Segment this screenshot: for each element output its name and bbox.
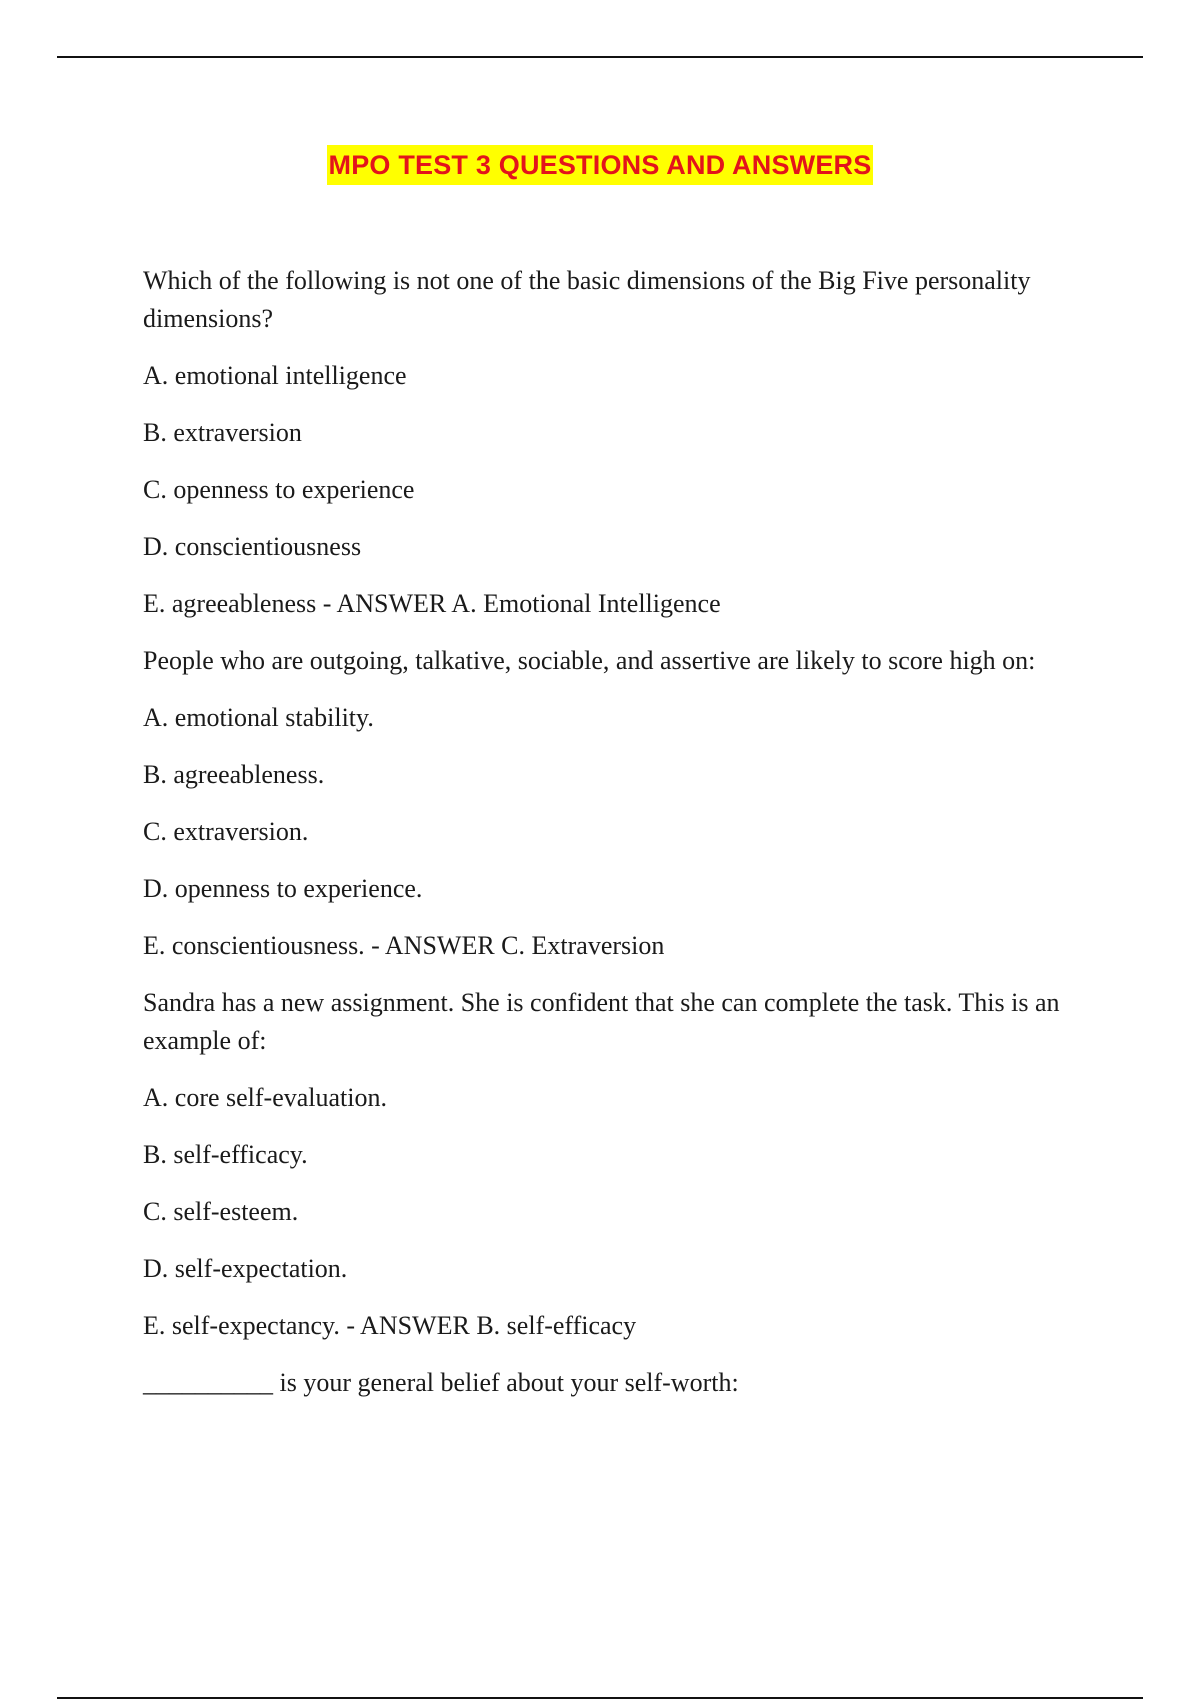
- question-2: People who are outgoing, talkative, sociable, and assertive are likely to score high on:: [143, 646, 1036, 675]
- option-1b: B. extraversion: [143, 418, 302, 447]
- option-1a: A. emotional intelligence: [143, 361, 407, 390]
- option-3d: D. self-expectation.: [143, 1254, 348, 1283]
- header-rule: [57, 56, 1143, 58]
- document-body: [143, 262, 1083, 1421]
- question-4: __________ is your general belief about your self-worth:: [143, 1368, 739, 1397]
- question-1: Which of the following is not one of the basic dimensions of the Big Five personality dimensions?: [143, 266, 1031, 333]
- option-1c: C. openness to experience: [143, 475, 415, 504]
- option-1e-answer: E. agreeableness - ANSWER A. Emotional Intelligence: [143, 589, 721, 618]
- option-2c: C. extraversion.: [143, 817, 309, 846]
- option-2b: B. agreeableness.: [143, 760, 325, 789]
- option-2e-answer: E. conscientiousness. - ANSWER C. Extraversion: [143, 931, 665, 960]
- option-1d: D. conscientiousness: [143, 532, 362, 561]
- document-title: MPO TEST 3 QUESTIONS AND ANSWERS: [327, 145, 874, 185]
- footer-rule: [57, 1697, 1143, 1699]
- option-3b: B. self-efficacy.: [143, 1140, 308, 1169]
- option-3a: A. core self-evaluation.: [143, 1083, 388, 1112]
- option-2a: A. emotional stability.: [143, 703, 374, 732]
- option-3c: C. self-esteem.: [143, 1197, 299, 1226]
- option-2d: D. openness to experience.: [143, 874, 423, 903]
- option-3e-answer: E. self-expectancy. - ANSWER B. self-efficacy: [143, 1311, 637, 1340]
- title-container: [0, 145, 1200, 185]
- question-3: Sandra has a new assignment. She is confident that she can complete the task. This is an example of:: [143, 988, 1060, 1055]
